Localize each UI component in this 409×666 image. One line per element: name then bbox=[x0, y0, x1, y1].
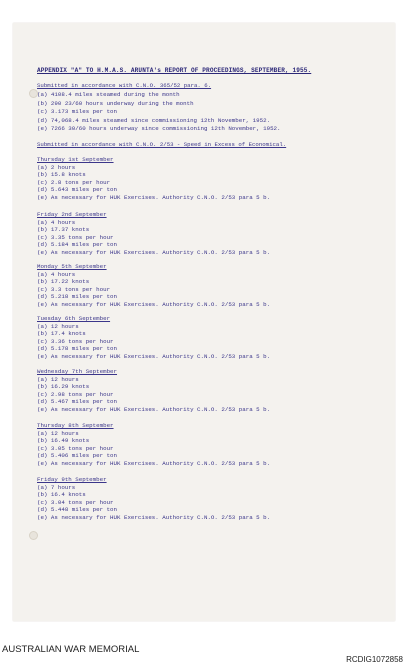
day-block bbox=[37, 476, 270, 522]
day-block bbox=[37, 315, 270, 361]
day-line: (e) As necessary for HUK Exercises. Authority C.N.O. 2/53 para 5 b. bbox=[37, 459, 271, 467]
day-line: (b) 17.4 knots bbox=[37, 330, 86, 338]
day-line: (b) 17.37 knots bbox=[37, 226, 90, 234]
day-line: (e) As necessary for HUK Exercises. Authority C.N.O. 2/53 para 5 b. bbox=[37, 193, 271, 201]
day-line: (d) 5.448 miles per ton bbox=[37, 506, 118, 514]
day-line: (c) 3.04 tons per hour bbox=[37, 498, 114, 506]
section2-title: Submitted in accordance with C.N.O. 2/53 - Speed in Excess of Economical. bbox=[37, 141, 287, 148]
document-heading: APPENDIX "A" TO H.M.A.S. ARUNTA's REPORT OF PROCEEDINGS, SEPTEMBER, 1955. bbox=[37, 67, 312, 74]
day-title: Monday 5th September bbox=[37, 263, 107, 270]
day-line: (c) 2.98 tons per hour bbox=[37, 390, 114, 398]
day-line: (b) 15.8 knots bbox=[37, 171, 86, 179]
day-line: (c) 2.8 tons per hour bbox=[37, 178, 111, 186]
section1-line: (d) 74,068.4 miles steamed since commissioning 12th November, 1952. bbox=[37, 116, 271, 124]
day-block bbox=[37, 211, 270, 257]
day-line: (e) As necessary for HUK Exercises. Authority C.N.O. 2/53 para 5 b. bbox=[37, 248, 271, 256]
day-line: (d) 5.218 miles per ton bbox=[37, 293, 118, 301]
source-label: AUSTRALIAN WAR MEMORIAL bbox=[2, 644, 140, 655]
day-line: (a) 12 hours bbox=[37, 322, 79, 330]
footer-bar bbox=[0, 642, 409, 666]
day-line: (e) As necessary for HUK Exercises. Authority C.N.O. 2/53 para 5 b. bbox=[37, 300, 271, 308]
day-block bbox=[37, 263, 270, 309]
day-title: Friday 9th September bbox=[37, 476, 107, 483]
day-line: (a) 12 hours bbox=[37, 375, 79, 383]
day-line: (d) 5.184 miles per ton bbox=[37, 241, 118, 249]
day-line: (d) 5.467 miles per ton bbox=[37, 398, 118, 406]
day-line: (a) 12 hours bbox=[37, 429, 79, 437]
day-line: (a) 7 hours bbox=[37, 483, 76, 491]
day-line: (d) 5.406 miles per ton bbox=[37, 452, 118, 460]
day-line: (d) 5.178 miles per ton bbox=[37, 345, 118, 353]
day-line: (d) 5.643 miles per ton bbox=[37, 186, 118, 194]
day-line: (e) As necessary for HUK Exercises. Authority C.N.O. 2/53 para 5 b. bbox=[37, 352, 271, 360]
day-line: (c) 3.05 tons per hour bbox=[37, 444, 114, 452]
day-line: (b) 16.4 knots bbox=[37, 491, 86, 499]
section1-line: (b) 290 23/60 hours underway during the month bbox=[37, 99, 194, 107]
record-id: RCDIG1072858 bbox=[346, 655, 403, 664]
day-block bbox=[37, 156, 270, 202]
day-line: (a) 2 hours bbox=[37, 163, 76, 171]
day-line: (c) 3.3 tons per hour bbox=[37, 285, 111, 293]
day-line: (c) 3.35 tons per hour bbox=[37, 233, 114, 241]
day-line: (b) 16.49 knots bbox=[37, 437, 90, 445]
day-line: (b) 16.29 knots bbox=[37, 383, 90, 391]
day-title: Friday 2nd September bbox=[37, 211, 107, 218]
day-line: (a) 4 hours bbox=[37, 218, 76, 226]
day-line: (e) As necessary for HUK Exercises. Authority C.N.O. 2/53 para 5 b. bbox=[37, 513, 271, 521]
section1-line: (c) 3.173 miles per ton bbox=[37, 108, 118, 116]
section1-title: Submitted in accordance with C.N.O. 365/52 para. 6. bbox=[37, 82, 212, 89]
section1-list bbox=[37, 91, 281, 134]
day-title: Thursday 8th September bbox=[37, 422, 114, 429]
day-block bbox=[37, 422, 270, 468]
day-title: Wednesday 7th September bbox=[37, 368, 118, 375]
day-line: (b) 17.22 knots bbox=[37, 278, 90, 286]
day-title: Tuesday 6th September bbox=[37, 315, 111, 322]
section1-line: (a) 4108.4 miles steamed during the month bbox=[37, 91, 180, 98]
day-line: (a) 4 hours bbox=[37, 270, 76, 278]
day-block bbox=[37, 368, 270, 414]
punch-hole bbox=[29, 531, 38, 540]
day-title: Thursday 1st September bbox=[37, 156, 114, 163]
day-line: (c) 3.36 tons per hour bbox=[37, 337, 114, 345]
day-line: (e) As necessary for HUK Exercises. Authority C.N.O. 2/53 para 5 b. bbox=[37, 405, 271, 413]
section1-line: (e) 7266 30/60 hours underway since commissioning 12th November, 1952. bbox=[37, 125, 281, 133]
